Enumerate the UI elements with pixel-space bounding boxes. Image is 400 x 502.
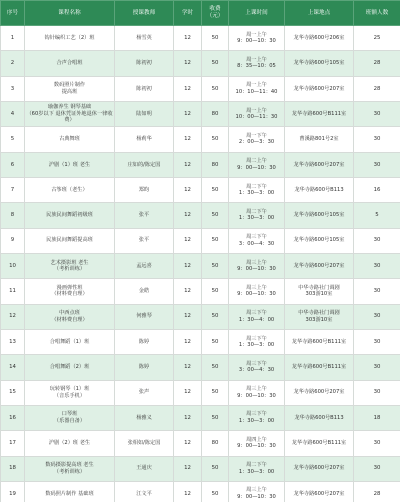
course-name: 数码摄影提高班 老生 （考析训练） — [25, 456, 115, 481]
class-size: 28 — [354, 76, 400, 101]
teacher-name: 张声 — [115, 380, 174, 405]
class-location: 龙华寺路600号207室 — [285, 152, 354, 177]
row-index: 4 — [1, 101, 25, 126]
class-hours: 12 — [174, 228, 202, 253]
class-hours: 12 — [174, 152, 202, 177]
class-time: 周三下午 1：30—3：00 — [229, 329, 285, 354]
class-hours: 12 — [174, 177, 202, 202]
class-size: 30 — [354, 355, 400, 380]
table-row — [1, 481, 400, 502]
class-size: 30 — [354, 329, 400, 354]
teacher-name: 杨雪英 — [115, 26, 174, 51]
table-row — [1, 431, 400, 456]
class-size: 5 — [354, 203, 400, 228]
course-fee: 50 — [202, 456, 229, 481]
table-row — [1, 279, 400, 304]
row-index: 16 — [1, 405, 25, 430]
class-size: 30 — [354, 101, 400, 126]
course-fee: 50 — [202, 481, 229, 502]
table-row — [1, 304, 400, 329]
teacher-name: 江文平 — [115, 481, 174, 502]
course-name: 合声合唱班 — [25, 51, 115, 76]
teacher-name: 金皓 — [115, 279, 174, 304]
class-size: 30 — [354, 431, 400, 456]
course-name: 沪剧（2）班 老生 — [25, 431, 115, 456]
class-location: 龙华寺路600号B111室 — [285, 329, 354, 354]
teacher-name: 王通庆 — [115, 456, 174, 481]
row-index: 11 — [1, 279, 25, 304]
table-body — [1, 26, 400, 502]
table-row — [1, 51, 400, 76]
class-hours: 12 — [174, 405, 202, 430]
course-fee: 50 — [202, 304, 229, 329]
header-row — [1, 1, 400, 26]
class-time: 周三下午 1：30—4：00 — [229, 304, 285, 329]
class-hours: 12 — [174, 253, 202, 278]
class-size: 28 — [354, 51, 400, 76]
teacher-name: 陈初初 — [115, 76, 174, 101]
class-time: 周三上午 9：00—10：30 — [229, 380, 285, 405]
course-name: 合唱舞蹈（1）班 — [25, 329, 115, 354]
class-time: 周三下午 3：00—4：30 — [229, 355, 285, 380]
course-fee: 50 — [202, 329, 229, 354]
row-index: 5 — [1, 127, 25, 152]
course-name: 玩转钢琴（1）班 （音乐手机） — [25, 380, 115, 405]
row-index: 17 — [1, 431, 25, 456]
class-location: 龙华寺路600号207室 — [285, 481, 354, 502]
row-index: 3 — [1, 76, 25, 101]
class-location: 龙华寺路600号105室 — [285, 228, 354, 253]
class-size: 30 — [354, 152, 400, 177]
row-index: 6 — [1, 152, 25, 177]
teacher-name: 陈婷 — [115, 355, 174, 380]
teacher-name: 陈初初 — [115, 51, 174, 76]
class-time: 周一上午 8：35—10：05 — [229, 51, 285, 76]
class-size: 28 — [354, 481, 400, 502]
table-row — [1, 253, 400, 278]
class-size: 30 — [354, 456, 400, 481]
class-size: 16 — [354, 177, 400, 202]
class-time: 周一上午 9：00—10：30 — [229, 26, 285, 51]
row-index: 2 — [1, 51, 25, 76]
row-index: 10 — [1, 253, 25, 278]
class-location: 龙华寺路600号B111室 — [285, 101, 354, 126]
table-row — [1, 228, 400, 253]
course-fee: 50 — [202, 355, 229, 380]
course-fee: 50 — [202, 76, 229, 101]
class-hours: 12 — [174, 203, 202, 228]
course-fee: 50 — [202, 228, 229, 253]
table-row — [1, 127, 400, 152]
class-location: 龙华寺路600号105室 — [285, 203, 354, 228]
course-fee: 50 — [202, 26, 229, 51]
row-index: 1 — [1, 26, 25, 51]
course-fee: 50 — [202, 177, 229, 202]
class-time: 周二下午 1：30—3：00 — [229, 177, 285, 202]
teacher-name: 郑昀 — [115, 177, 174, 202]
teacher-name: 张相如/陈定国 — [115, 431, 174, 456]
class-time: 周三上午 9：00—10：30 — [229, 481, 285, 502]
course-name: 合唱舞蹈（2）班 — [25, 355, 115, 380]
course-name: 数码照片制作 基础班 — [25, 481, 115, 502]
header-count: 班额人数 — [354, 1, 400, 26]
class-hours: 12 — [174, 380, 202, 405]
class-size: 30 — [354, 380, 400, 405]
class-hours: 12 — [174, 26, 202, 51]
table-row — [1, 177, 400, 202]
header-course: 课程名称 — [25, 1, 115, 26]
table-row — [1, 26, 400, 51]
course-name: 古典舞班 — [25, 127, 115, 152]
row-index: 19 — [1, 481, 25, 502]
course-fee: 80 — [202, 101, 229, 126]
class-time: 周二下午 1：30—3：00 — [229, 456, 285, 481]
header-teacher: 授课教师 — [115, 1, 174, 26]
row-index: 14 — [1, 355, 25, 380]
class-time: 周一上午 10：00—11：30 — [229, 101, 285, 126]
table-row — [1, 456, 400, 481]
class-hours: 12 — [174, 431, 202, 456]
class-location: 中华寺路社门调剧 303游10室 — [285, 279, 354, 304]
class-size: 25 — [354, 26, 400, 51]
class-hours: 12 — [174, 76, 202, 101]
class-location: 龙华寺路600号207室 — [285, 456, 354, 481]
table-row — [1, 101, 400, 126]
row-index: 15 — [1, 380, 25, 405]
class-time: 周三下午 1：30—3：00 — [229, 405, 285, 430]
class-location: 龙华寺路600号207室 — [285, 253, 354, 278]
course-fee: 50 — [202, 253, 229, 278]
class-location: 龙华寺路600号B111室 — [285, 431, 354, 456]
class-location: 龙华寺路600号207室 — [285, 76, 354, 101]
course-fee: 50 — [202, 405, 229, 430]
class-hours: 12 — [174, 279, 202, 304]
course-name: 中西点班 （材料费自理） — [25, 304, 115, 329]
table-row — [1, 152, 400, 177]
table-row — [1, 380, 400, 405]
class-hours: 12 — [174, 481, 202, 502]
class-location: 曹溪路801号2室 — [285, 127, 354, 152]
teacher-name: 张平 — [115, 228, 174, 253]
course-name: 艺术摄影班 老生 （考析训练） — [25, 253, 115, 278]
class-location: 龙华寺路600号B113 — [285, 405, 354, 430]
class-size: 30 — [354, 127, 400, 152]
table-row — [1, 203, 400, 228]
table-row — [1, 76, 400, 101]
header-time: 上课时间 — [229, 1, 285, 26]
row-index: 18 — [1, 456, 25, 481]
course-fee: 50 — [202, 127, 229, 152]
row-index: 9 — [1, 228, 25, 253]
teacher-name: 陈婷 — [115, 329, 174, 354]
class-size: 30 — [354, 253, 400, 278]
class-location: 龙华寺路600号206室 — [285, 26, 354, 51]
course-fee: 50 — [202, 203, 229, 228]
course-name: 钩针编织工艺（2）班 — [25, 26, 115, 51]
table-header — [1, 1, 400, 26]
class-hours: 12 — [174, 51, 202, 76]
teacher-name: 张平 — [115, 203, 174, 228]
class-hours: 12 — [174, 329, 202, 354]
table-row — [1, 355, 400, 380]
class-time: 周二上午 9：00—10：30 — [229, 152, 285, 177]
header-hours: 学时 — [174, 1, 202, 26]
class-hours: 12 — [174, 456, 202, 481]
course-fee: 50 — [202, 380, 229, 405]
class-hours: 12 — [174, 304, 202, 329]
class-hours: 12 — [174, 355, 202, 380]
header-place: 上课地点 — [285, 1, 354, 26]
class-time: 周一下午 2：00—3：30 — [229, 127, 285, 152]
course-fee: 80 — [202, 152, 229, 177]
course-name: 民族民间舞蹈初级班 — [25, 203, 115, 228]
teacher-name: 孟远喜 — [115, 253, 174, 278]
teacher-name: 陆如明 — [115, 101, 174, 126]
class-size: 30 — [354, 228, 400, 253]
course-name: 漫画弹性班 （材料费自理） — [25, 279, 115, 304]
teacher-name: 庄如的/陈定国 — [115, 152, 174, 177]
class-location: 龙华寺路600号B111室 — [285, 355, 354, 380]
class-time: 周四上午 9：00—10：30 — [229, 431, 285, 456]
class-size: 30 — [354, 279, 400, 304]
class-location: 中华寺路社门调剧 303游10室 — [285, 304, 354, 329]
teacher-name: 何雅琴 — [115, 304, 174, 329]
class-location: 龙华寺路600号B113 — [285, 177, 354, 202]
class-hours: 12 — [174, 127, 202, 152]
course-name: 数码照片制作 提高班 — [25, 76, 115, 101]
course-fee: 50 — [202, 279, 229, 304]
header-fee: 收费 （元） — [202, 1, 229, 26]
course-name: 古筝班（老生） — [25, 177, 115, 202]
row-index: 12 — [1, 304, 25, 329]
row-index: 13 — [1, 329, 25, 354]
course-name: 沪剧（1）班 老生 — [25, 152, 115, 177]
course-name: 口琴班 （乐器自备） — [25, 405, 115, 430]
class-size: 18 — [354, 405, 400, 430]
class-time: 周三下午 3：00—4：30 — [229, 228, 285, 253]
teacher-name: 杨雅义 — [115, 405, 174, 430]
class-time: 周二下午 1：30—3：00 — [229, 203, 285, 228]
teacher-name: 杨莉华 — [115, 127, 174, 152]
course-name: 民族民间舞蹈提高班 — [25, 228, 115, 253]
course-name: 瑜伽养生 钢琴基础 （60岁以下 退休凭证外地退休一律收费） — [25, 101, 115, 126]
class-time: 周三上午 9：00—10：30 — [229, 253, 285, 278]
course-fee: 50 — [202, 51, 229, 76]
class-time: 周一上午 10：10—11：40 — [229, 76, 285, 101]
course-fee: 80 — [202, 431, 229, 456]
header-index: 序号 — [1, 1, 25, 26]
table-row — [1, 329, 400, 354]
table-row — [1, 405, 400, 430]
class-location: 龙华寺路600号207室 — [285, 380, 354, 405]
class-hours: 12 — [174, 101, 202, 126]
row-index: 8 — [1, 203, 25, 228]
class-time: 周三上午 9：00—10：30 — [229, 279, 285, 304]
class-size: 30 — [354, 304, 400, 329]
class-location: 龙华寺路600号105室 — [285, 51, 354, 76]
row-index: 7 — [1, 177, 25, 202]
